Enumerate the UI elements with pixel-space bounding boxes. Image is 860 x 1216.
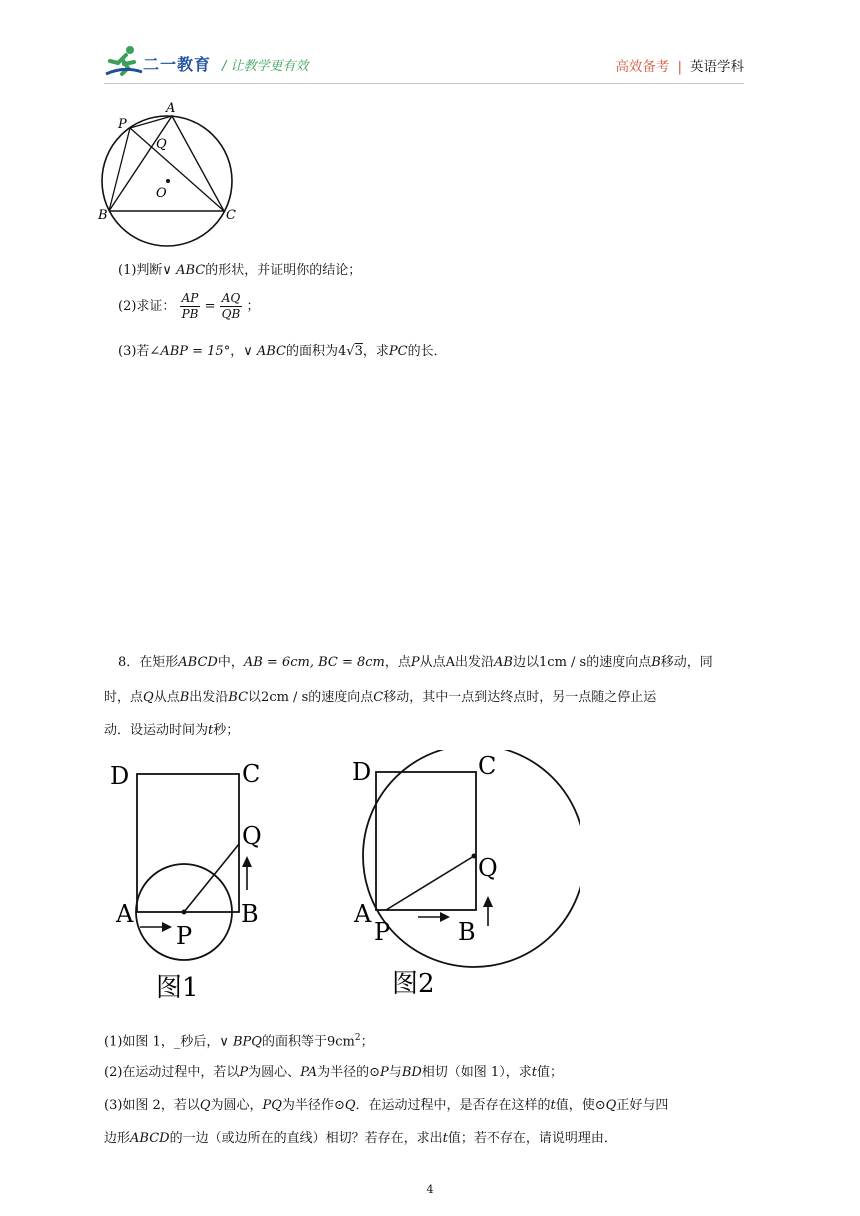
runner-logo-icon	[104, 44, 144, 78]
q8-part1: (1)如图 1，_秒后，∨ BPQ的面积等于$9cm^2$；	[104, 1033, 374, 1050]
q8-part3-line1: (3)如图 2，若以Q为圆心，PQ为半径作⊙Q．在运动过程中，是否存在这样的t值，使⊙Q正好与四	[104, 1098, 669, 1113]
point-p	[182, 910, 187, 915]
arrow-up-icon	[242, 856, 252, 867]
fig2-caption: 图2	[392, 969, 435, 999]
fig1-label-q: Q	[242, 822, 262, 850]
fig2-label-q: Q	[478, 854, 498, 882]
header-separator: |	[677, 59, 682, 75]
header-divider	[104, 83, 744, 84]
label-p: P	[118, 117, 127, 132]
brand-name: 二一教育	[143, 55, 212, 74]
arrow-right-icon-2	[440, 912, 450, 922]
rectangle-abcd	[137, 774, 239, 912]
q7-part1: (1)判断∨ ABC的形状，并证明你的结论；	[118, 263, 362, 278]
arrow-up-icon-2	[483, 896, 493, 907]
segment-pc	[130, 128, 224, 211]
q8-part3-line2: 边形ABCD的一边（或边所在的直线）相切？若存在，求出t值；若不存在，请说明理由．	[104, 1131, 617, 1146]
figure-1	[104, 752, 284, 1008]
rectangle-abcd-2	[376, 772, 476, 910]
page-number: 4	[426, 1183, 434, 1196]
label-q: Q	[156, 137, 167, 152]
fig2-label-a: A	[354, 900, 372, 928]
label-c: C	[226, 208, 236, 223]
fig1-label-a: A	[116, 900, 134, 928]
fig1-caption: 图1	[156, 973, 199, 1003]
fig1-label-c: C	[242, 760, 261, 788]
header-right	[615, 55, 744, 75]
subject-label: 英语学科	[690, 59, 744, 75]
fig2-label-p: P	[374, 918, 391, 946]
q8-part2: (2)在运动过程中，若以P为圆心、PA为半径的⊙P与BD相切（如图 1），求t值；	[104, 1065, 563, 1080]
label-o: O	[156, 186, 167, 201]
segment-pb	[109, 128, 130, 211]
fig1-label-p: P	[176, 922, 193, 950]
label-b: B	[98, 208, 108, 223]
fig2-label-d: D	[352, 758, 372, 786]
slogan: / 让教学更有效	[222, 59, 309, 74]
fig1-label-b: B	[241, 900, 259, 928]
center-point	[166, 179, 170, 183]
q8-line3: 动．设运动时间为t秒；	[104, 723, 240, 738]
fig2-label-b: B	[458, 918, 476, 946]
figure-2	[340, 750, 580, 1000]
fig2-label-c: C	[478, 752, 497, 780]
q7-part3: (3)若∠ABP = 15°，∨ ABC的面积为4√3，求PC的长．	[118, 344, 447, 359]
q8-line1: 8．在矩形ABCD中，AB = 6cm, BC = 8cm，点P从点A出发沿AB边以1cm / s的速度向点B移动，同	[118, 655, 713, 670]
circle-triangle-figure	[96, 98, 246, 248]
segment-pq-2	[386, 856, 474, 910]
label-a: A	[166, 101, 176, 116]
arrow-right-icon	[162, 922, 172, 932]
q7-part2: (2)求证： $\frac{AP}{PB}$ = $\frac{AQ}{QB}$ ；	[118, 291, 260, 321]
q8-line2: 时，点Q从点B出发沿BC以2cm / s的速度向点C移动，其中一点到达终点时，另一点随之停止运	[104, 690, 657, 705]
fraction-ap-pb: $\frac{AP}{PB}$	[181, 291, 199, 321]
point-q	[472, 854, 477, 859]
fraction-aq-qb: $\frac{AQ}{QB}$	[221, 291, 241, 321]
exam-label: 高效备考	[615, 59, 670, 75]
fig1-label-d: D	[110, 762, 130, 790]
